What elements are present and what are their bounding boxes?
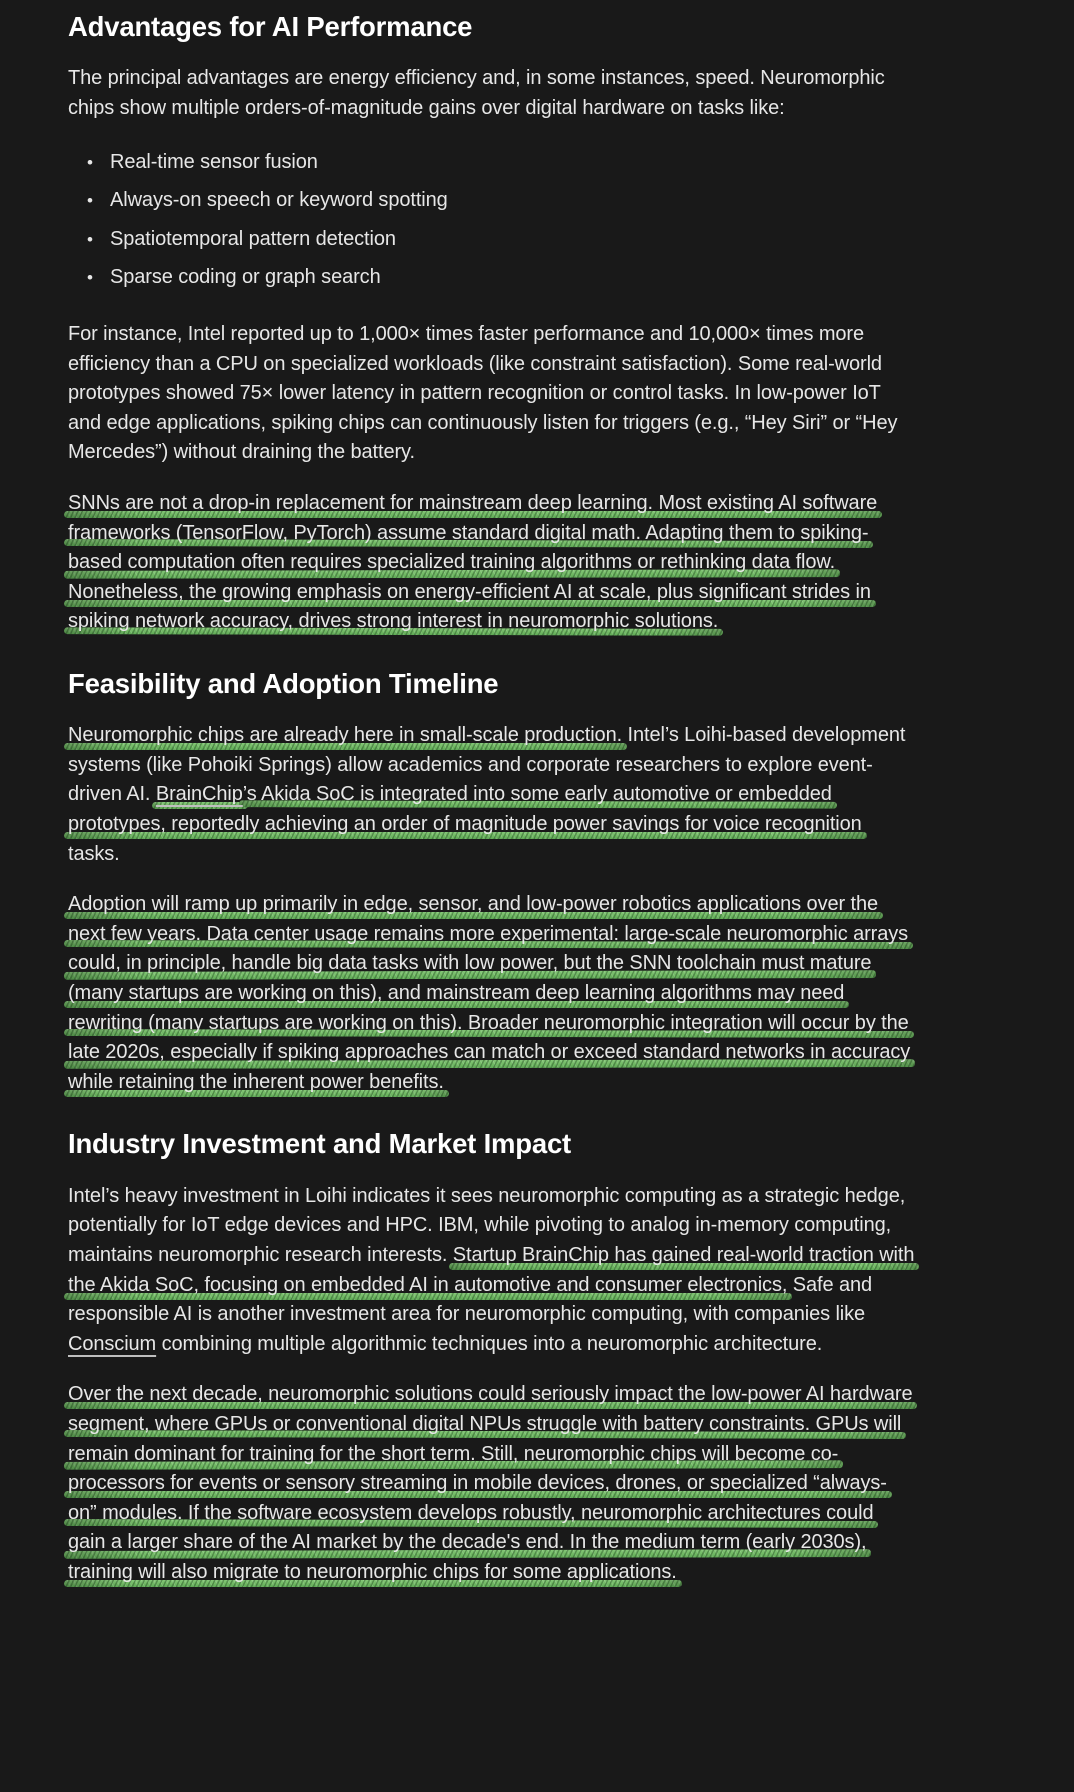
- text-line: [68, 1271, 1014, 1301]
- text-line: [68, 320, 1014, 350]
- text-line: [68, 1440, 1014, 1470]
- text-segment: Mercedes”) without draining the battery.: [68, 441, 415, 464]
- marker-underlined-text: Adoption will ramp up primarily in edge, sensor, and low-power robotics applications over the: [68, 893, 879, 916]
- text-line: [68, 1300, 1014, 1330]
- marker-underlined-text: while retaining the inherent power benefits.: [68, 1070, 444, 1093]
- text-line: [68, 1009, 1014, 1039]
- text-line: [68, 350, 1014, 380]
- text-segment: and edge applications, spiking chips can continuously listen for triggers (e.g., “Hey Siri” or “Hey: [68, 411, 898, 434]
- text-segment: chips show multiple orders-of-magnitude gains over digital hardware on tasks like:: [68, 96, 785, 119]
- text-segment: tasks.: [68, 842, 120, 865]
- text-line: [68, 1558, 1014, 1588]
- marker-underlined-text: late 2020s, especially if spiking approaches can match or exceed standard networks in accuracy: [68, 1041, 911, 1064]
- list-item-text: Spatiotemporal pattern detection: [110, 227, 396, 250]
- text-segment: driven AI.: [68, 783, 156, 806]
- list-item: [68, 186, 1014, 216]
- marker-underlined-text: frameworks (TensorFlow, PyTorch) assume standard digital math. Adapting them to spiking-: [68, 521, 869, 544]
- text-line: [68, 751, 1014, 781]
- text-line: [68, 94, 1014, 124]
- marker-underlined-text: spiking network accuracy, drives strong interest in neuromorphic solutions.: [68, 610, 719, 633]
- text-segment: Safe and: [787, 1273, 873, 1296]
- text-line: [68, 64, 1014, 94]
- text-segment: potentially for IoT edge devices and HPC. IBM, while pivoting to analog in-memory computing,: [68, 1214, 892, 1237]
- text-segment: combining multiple algorithmic techniques into a neuromorphic architecture.: [156, 1332, 823, 1355]
- marker-underlined-text: SNNs are not a drop-in replacement for mainstream deep learning. Most existing AI software: [68, 491, 878, 514]
- marker-underlined-text: based computation often requires specialized training algorithms or rethinking data flow.: [68, 551, 836, 574]
- text-segment: responsible AI is another investment area for neuromorphic computing, with companies like: [68, 1303, 866, 1326]
- text-line: [68, 979, 1014, 1009]
- marker-underlined-text: gain a larger share of the AI market by the decade's end. In the medium term (early 2030s),: [68, 1531, 867, 1554]
- inline-link[interactable]: BrainChip: [155, 783, 243, 806]
- paragraph: [68, 1182, 1014, 1360]
- text-line: [68, 1241, 1014, 1271]
- marker-underlined-text: prototypes, reportedly achieving an order of magnitude power savings for voice recognition: [68, 813, 862, 836]
- text-line: [68, 438, 1014, 468]
- marker-underlined-text: Over the next decade, neuromorphic solutions could seriously impact the low-power AI hardware: [68, 1383, 913, 1406]
- text-line: [68, 890, 1014, 920]
- list-item-text: Real-time sensor fusion: [110, 150, 318, 173]
- paragraph: [68, 64, 1014, 123]
- paragraph: [68, 320, 1014, 468]
- bullet-icon: •: [87, 229, 93, 249]
- marker-underlined-text: the Akida SoC, focusing on embedded AI in automotive and consumer electronics,: [68, 1273, 788, 1296]
- text-line: [68, 548, 1014, 578]
- marker-underlined-text: Nonetheless, the growing emphasis on energy-efficient AI at scale, plus significant strides in: [68, 580, 871, 603]
- marker-underlined-text: rewriting (many startups are working on this). Broader neuromorphic integration will occur by the: [68, 1011, 909, 1034]
- marker-underlined-text: Startup BrainChip has gained real-world traction with: [452, 1243, 915, 1266]
- marker-underlined-text: next few years. Data center usage remains more experimental: large-scale neuromorphic arrays: [68, 922, 909, 945]
- text-line: [68, 607, 1014, 637]
- list-item-text: Sparse coding or graph search: [110, 266, 381, 289]
- text-segment: efficiency than a CPU on specialized workloads (like constraint satisfaction). Some real-world: [68, 352, 882, 375]
- text-line: [68, 409, 1014, 439]
- text-line: [68, 578, 1014, 608]
- text-line: [68, 1038, 1014, 1068]
- text-segment: prototypes showed 75× lower latency in pattern recognition or control tasks. In low-power IoT: [68, 382, 881, 405]
- paragraph: [68, 489, 1014, 637]
- list-item: [68, 148, 1014, 178]
- text-line: [68, 920, 1014, 950]
- text-line: [68, 780, 1014, 810]
- text-line: [68, 519, 1014, 549]
- text-segment: maintains neuromorphic research interests.: [68, 1243, 453, 1266]
- text-line: [68, 489, 1014, 519]
- marker-underlined-text: training will also migrate to neuromorphic chips for some applications.: [68, 1560, 677, 1583]
- text-line: [68, 1211, 1014, 1241]
- section-heading: Feasibility and Adoption Timeline: [68, 667, 499, 699]
- marker-underlined-text: ’s Akida SoC is integrated into some early automotive or embedded: [242, 783, 832, 806]
- text-segment: systems (like Pohoiki Springs) allow academics and corporate researchers to explore event-: [68, 753, 873, 776]
- text-line: [68, 1380, 1014, 1410]
- marker-underlined-text: on” modules. If the software ecosystem develops robustly, neuromorphic architectures could: [68, 1501, 874, 1524]
- section-heading: Industry Investment and Market Impact: [68, 1128, 572, 1160]
- text-line: [68, 379, 1014, 409]
- paragraph: [68, 1380, 1014, 1587]
- text-line: [68, 810, 1014, 840]
- paragraph: [68, 721, 1014, 869]
- text-line: [68, 1410, 1014, 1440]
- text-line: [68, 949, 1014, 979]
- bullet-icon: •: [87, 152, 93, 172]
- section-heading: Advantages for AI Performance: [68, 11, 473, 42]
- bullet-icon: •: [87, 268, 93, 288]
- text-line: [68, 1068, 1014, 1098]
- inline-link[interactable]: Conscium: [68, 1332, 157, 1355]
- text-line: [68, 1499, 1014, 1529]
- text-segment: Intel’s Loihi-based development: [622, 724, 906, 747]
- bullet-icon: •: [87, 191, 93, 211]
- bullet-list: [68, 148, 1014, 293]
- text-line: [68, 1182, 1014, 1212]
- list-item: [68, 225, 1014, 255]
- marker-underlined-text: could, in principle, handle big data tasks with low power, but the SNN toolchain must mature: [68, 952, 872, 975]
- list-item: [68, 263, 1014, 293]
- marker-underlined-text: (many startups are working on this), and mainstream deep learning algorithms may need: [68, 982, 845, 1004]
- marker-underlined-text: segment, where GPUs or conventional digital NPUs struggle with battery constraints. GPUs will: [68, 1412, 902, 1435]
- text-line: [68, 1528, 1014, 1558]
- text-line: [68, 1469, 1014, 1499]
- paragraph: [68, 890, 1014, 1097]
- text-line: [68, 1330, 1014, 1360]
- marker-underlined-text: processors for events or sensory streaming in mobile devices, drones, or specialized “always-: [68, 1472, 887, 1495]
- text-segment: Intel’s heavy investment in Loihi indicates it sees neuromorphic computing as a strategic hedge,: [68, 1184, 906, 1207]
- marker-underlined-text: Neuromorphic chips are already here in small-scale production.: [68, 724, 623, 747]
- text-line: [68, 840, 1014, 870]
- list-item-text: Always-on speech or keyword spotting: [110, 189, 448, 212]
- text-segment: For instance, Intel reported up to 1,000× times faster performance and 10,000× times more: [68, 322, 864, 345]
- text-segment: The principal advantages are energy efficiency and, in some instances, speed. Neuromorphic: [68, 67, 885, 90]
- marker-underlined-text: remain dominant for training for the short term. Still, neuromorphic chips will become co-: [68, 1442, 839, 1465]
- text-line: [68, 721, 1014, 751]
